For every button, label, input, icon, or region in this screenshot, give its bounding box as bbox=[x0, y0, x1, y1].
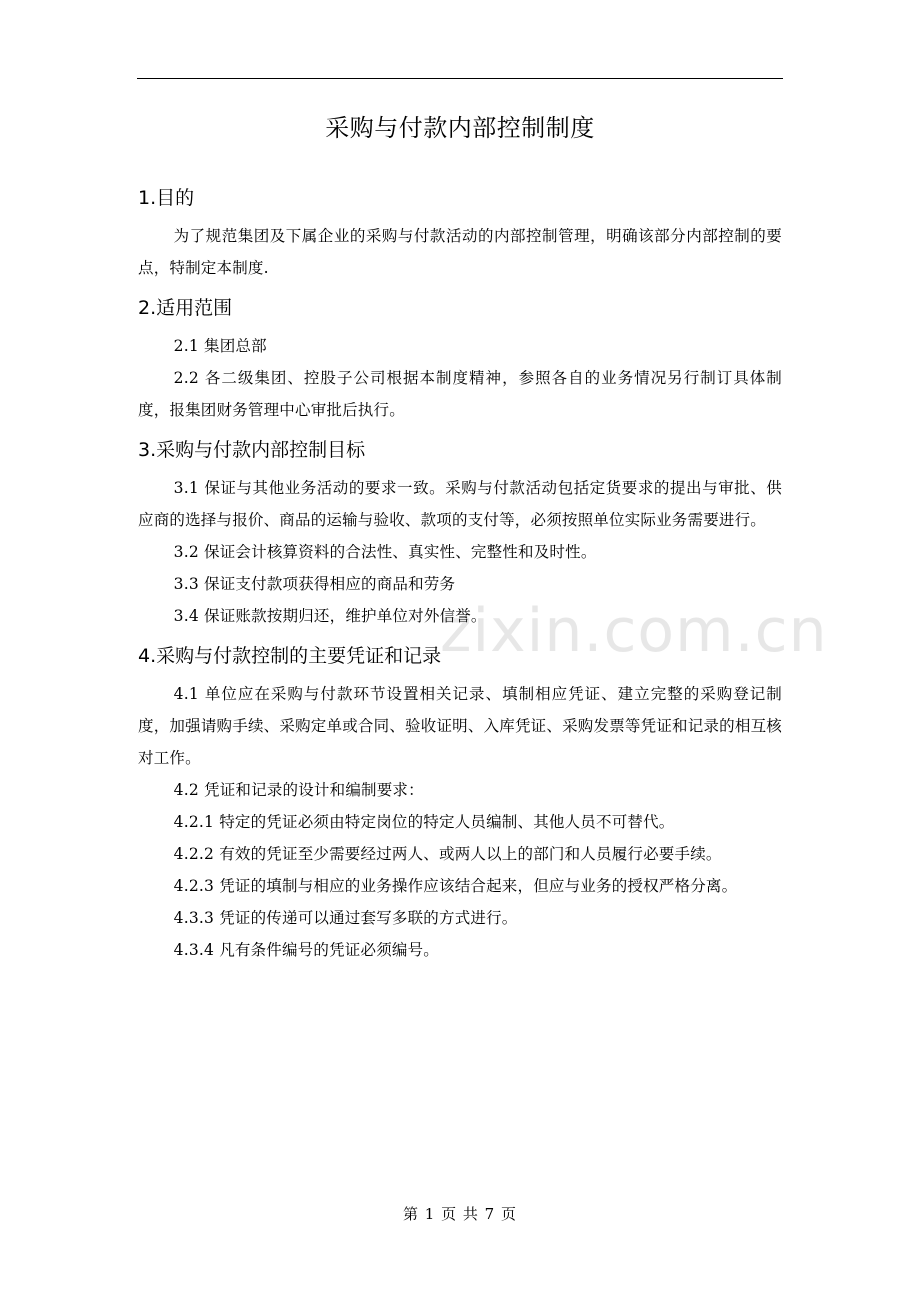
section-heading-4: 4.采购与付款控制的主要凭证和记录 bbox=[138, 645, 442, 667]
page-footer: 第 1 页 共 7 页 bbox=[403, 1205, 517, 1223]
section-heading-1: 1.目的 bbox=[138, 187, 195, 209]
section-heading-3: 3.采购与付款内部控制目标 bbox=[138, 439, 366, 461]
paragraph-4-6: 4.3.3 凭证的传递可以通过套写多联的方式进行。 bbox=[173, 909, 518, 927]
paragraph-4-3: 4.2.1 特定的凭证必须由特定岗位的特定人员编制、其他人员不可替代。 bbox=[173, 813, 675, 831]
watermark: zixin.com.cn bbox=[440, 596, 828, 666]
paragraph-1-1: 为了规范集团及下属企业的采购与付款活动的内部控制管理，明确该部分内部控制的要点，特制定本制度. bbox=[138, 227, 782, 277]
document-body bbox=[138, 180, 782, 966]
paragraph-3-3: 3.3 保证支付款项获得相应的商品和劳务 bbox=[173, 575, 456, 593]
paragraph-3-1: 3.1 保证与其他业务活动的要求一致。采购与付款活动包括定货要求的提出与审批、供应商的选择与报价、商品的运输与验收、款项的支付等，必须按照单位实际业务需要进行。 bbox=[138, 479, 782, 529]
paragraph-4-1: 4.1 单位应在采购与付款环节设置相关记录、填制相应凭证、建立完整的采购登记制度，加强请购手续、采购定单或合同、验收证明、入库凭证、采购发票等凭证和记录的相互核对工作。 bbox=[138, 685, 782, 767]
paragraph-4-4: 4.2.2 有效的凭证至少需要经过两人、或两人以上的部门和人员履行必要手续。 bbox=[173, 845, 722, 863]
header-rule bbox=[137, 78, 783, 79]
paragraph-2-1: 2.1 集团总部 bbox=[173, 337, 267, 355]
paragraph-4-2: 4.2 凭证和记录的设计和编制要求： bbox=[173, 781, 424, 799]
paragraph-3-4: 3.4 保证账款按期归还，维护单位对外信誉。 bbox=[173, 607, 487, 625]
document-title: 采购与付款内部控制制度 bbox=[325, 114, 595, 142]
paragraph-3-2: 3.2 保证会计核算资料的合法性、真实性、完整性和及时性。 bbox=[173, 543, 597, 561]
section-heading-2: 2.适用范围 bbox=[138, 297, 233, 319]
paragraph-4-5: 4.2.3 凭证的填制与相应的业务操作应该结合起来，但应与业务的授权严格分离。 bbox=[173, 877, 738, 895]
paragraph-2-2: 2.2 各二级集团、控股子公司根据本制度精神，参照各自的业务情况另行制订具体制度，报集团财务管理中心审批后执行。 bbox=[138, 369, 782, 419]
paragraph-4-7: 4.3.4 凡有条件编号的凭证必须编号。 bbox=[173, 941, 440, 959]
